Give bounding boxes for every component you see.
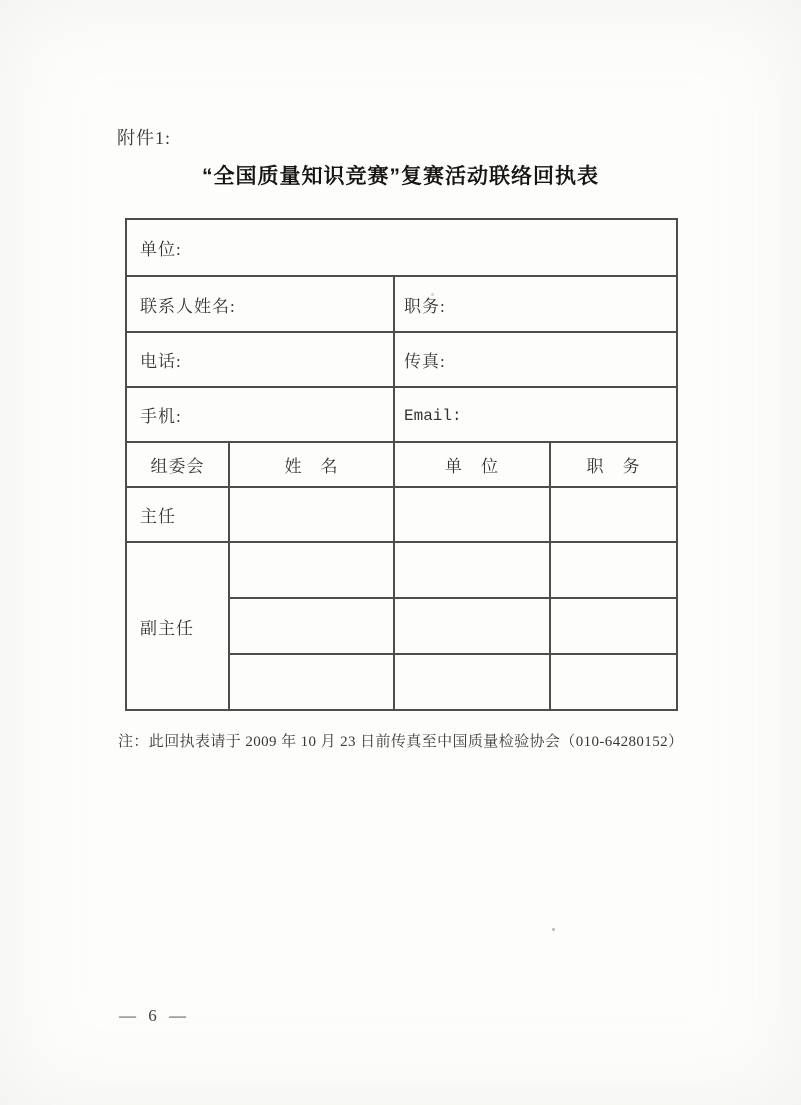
committee-column-header: 组委会 [126, 442, 229, 487]
contact-name-label: 联系人姓名: [140, 296, 236, 316]
director-label-cell [126, 487, 229, 542]
unit-column-header: 单 位 [394, 442, 550, 487]
table-row [126, 276, 677, 332]
deputy-position-cell [550, 598, 677, 654]
phone-label: 电话: [140, 352, 182, 371]
deputy-unit-cell [394, 598, 550, 654]
unit-cell [126, 219, 677, 276]
deputy-unit-cell [394, 542, 550, 598]
contact-reply-form-table [125, 218, 678, 711]
fax-cell [394, 332, 677, 387]
mobile-cell [126, 387, 394, 442]
mobile-label: 手机: [140, 407, 182, 426]
deputy-director-label: 副主任 [140, 618, 194, 638]
name-column-header: 姓 名 [229, 442, 394, 487]
table-row [126, 332, 677, 387]
director-label: 主任 [140, 507, 176, 526]
deputy-position-cell [550, 542, 677, 598]
page-number: — 6 — [119, 1006, 190, 1025]
table-row [126, 387, 677, 442]
attachment-label: 附件1: [117, 128, 172, 148]
email-cell [394, 387, 677, 442]
director-position-cell [550, 487, 677, 542]
email-label: Email: [404, 406, 462, 425]
page-title: “全国质量知识竞赛”复赛活动联络回执表 [202, 165, 599, 188]
deputy-position-cell [550, 654, 677, 710]
scan-speck [552, 928, 555, 931]
director-name-cell [229, 487, 394, 542]
fax-note: 注：此回执表请于 2009 年 10 月 23 日前传真至中国质量检验协会（010-64280152） [118, 734, 684, 750]
unit-label: 单位: [140, 240, 182, 259]
deputy-director-row [126, 542, 677, 598]
committee-header-row [126, 442, 677, 487]
table-row [126, 219, 677, 276]
deputy-name-cell [229, 654, 394, 710]
contact-name-cell [126, 276, 394, 332]
fax-label: 传真: [404, 352, 446, 371]
deputy-name-cell [229, 542, 394, 598]
director-row [126, 487, 677, 542]
director-unit-cell [394, 487, 550, 542]
deputy-unit-cell [394, 654, 550, 710]
position-label: 职务: [404, 296, 446, 316]
position-cell [394, 276, 677, 332]
phone-cell [126, 332, 394, 387]
deputy-name-cell [229, 598, 394, 654]
position-column-header: 职 务 [550, 442, 677, 487]
scan-speck [431, 293, 434, 296]
deputy-director-label-cell [126, 542, 229, 710]
